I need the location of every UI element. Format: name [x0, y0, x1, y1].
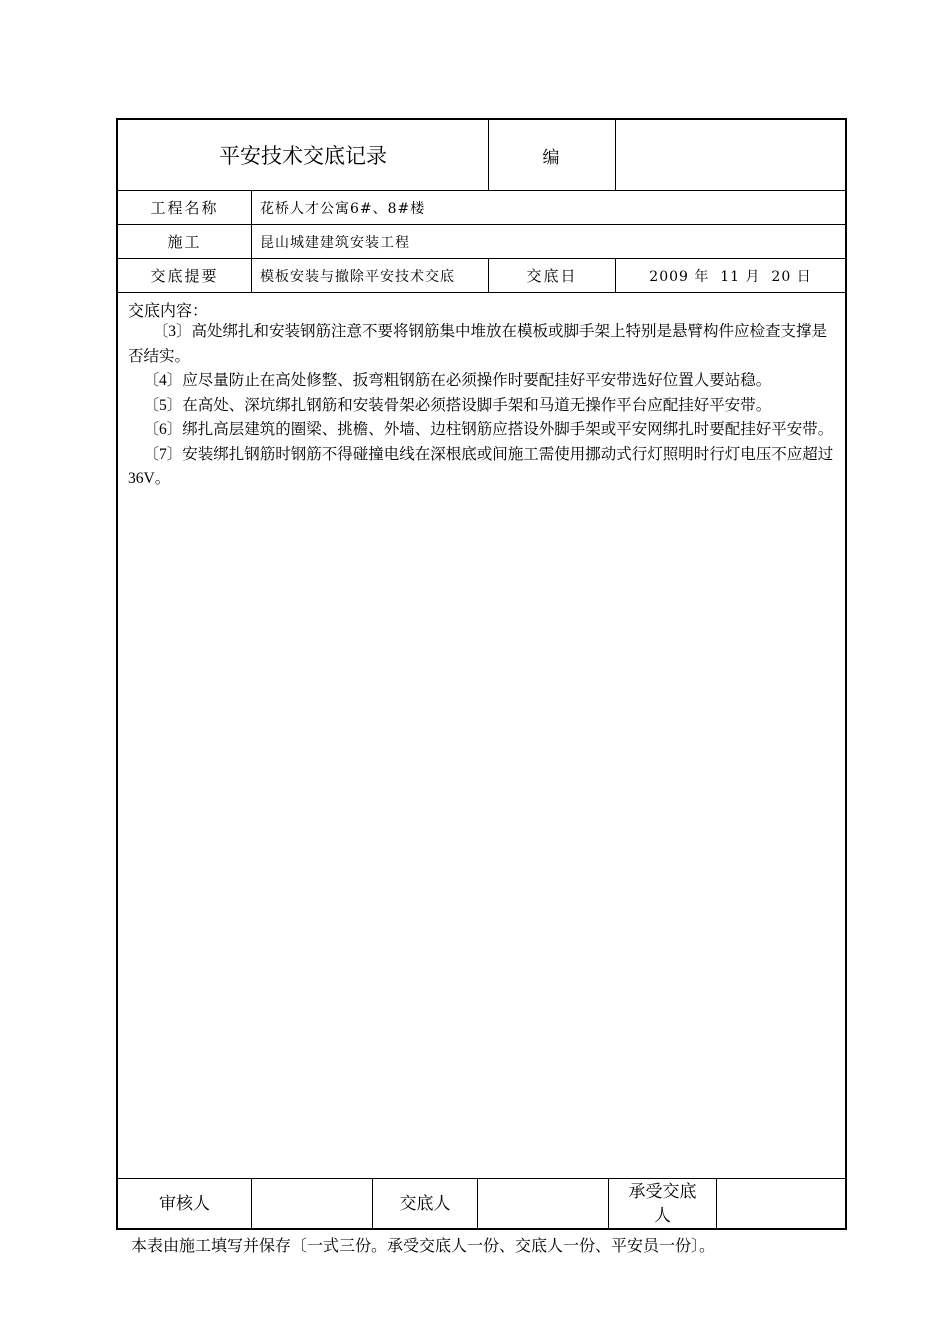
project-name-value[interactable]: 花桥人才公寓6#、8#楼 [260, 200, 426, 217]
construction-label: 施工 [167, 233, 202, 251]
discloser-field[interactable] [478, 1179, 608, 1228]
receiver-label: 承受交底人 [628, 1181, 697, 1226]
content-paragraph: 〔7〕安装绑扎钢筋时钢筋不得碰撞电线在深根底或间施工需使用挪动式行灯照明时行灯电压不应超过36V。 [128, 445, 834, 487]
date-value[interactable]: 2009 年 11 月 20 日 [649, 268, 812, 285]
content-paragraph: 〔4〕应尽量防止在高处修整、扳弯粗钢筋在必须操作时要配挂好平安带选好位置人要站稳。 [143, 372, 772, 389]
footer-note: 本表由施工填写并保存〔一式三份。承受交底人一份、交底人一份、平安员一份〕。 [131, 1236, 716, 1255]
content-title: 交底内容： [128, 301, 209, 320]
number-field[interactable] [616, 120, 845, 190]
form-title: 平安技术交底记录 [219, 144, 387, 168]
reviewer-label: 审核人 [159, 1193, 210, 1214]
content-paragraph: 〔3〕高处绑扎和安装钢筋注意不要将钢筋集中堆放在模板或脚手架上特别是悬臂构件应检查支撑是否结实。 [128, 323, 828, 365]
date-label: 交底日 [526, 267, 578, 285]
content-paragraph: 〔5〕在高处、深坑绑扎钢筋和安装骨架必须搭设脚手架和马道无操作平台应配挂好平安带。 [143, 396, 772, 414]
summary-label: 交底提要 [150, 267, 219, 285]
reviewer-field[interactable] [252, 1179, 372, 1228]
disclosure-form [116, 118, 847, 1230]
divider [118, 292, 845, 293]
summary-value[interactable]: 模板安装与撤除平安技术交底 [260, 268, 455, 285]
project-name-label: 工程名称 [150, 199, 219, 217]
receiver-field[interactable] [717, 1179, 845, 1228]
discloser-label: 交底人 [399, 1193, 451, 1214]
content-paragraph: 〔6〕绑扎高层建筑的圈梁、挑檐、外墙、边柱钢筋应搭设外脚手架或平安网绑扎时要配挂好平安带。 [143, 421, 834, 438]
content-body [128, 320, 841, 492]
construction-value[interactable]: 昆山城建建筑安装工程 [260, 234, 410, 251]
number-label: 编 [542, 147, 562, 168]
